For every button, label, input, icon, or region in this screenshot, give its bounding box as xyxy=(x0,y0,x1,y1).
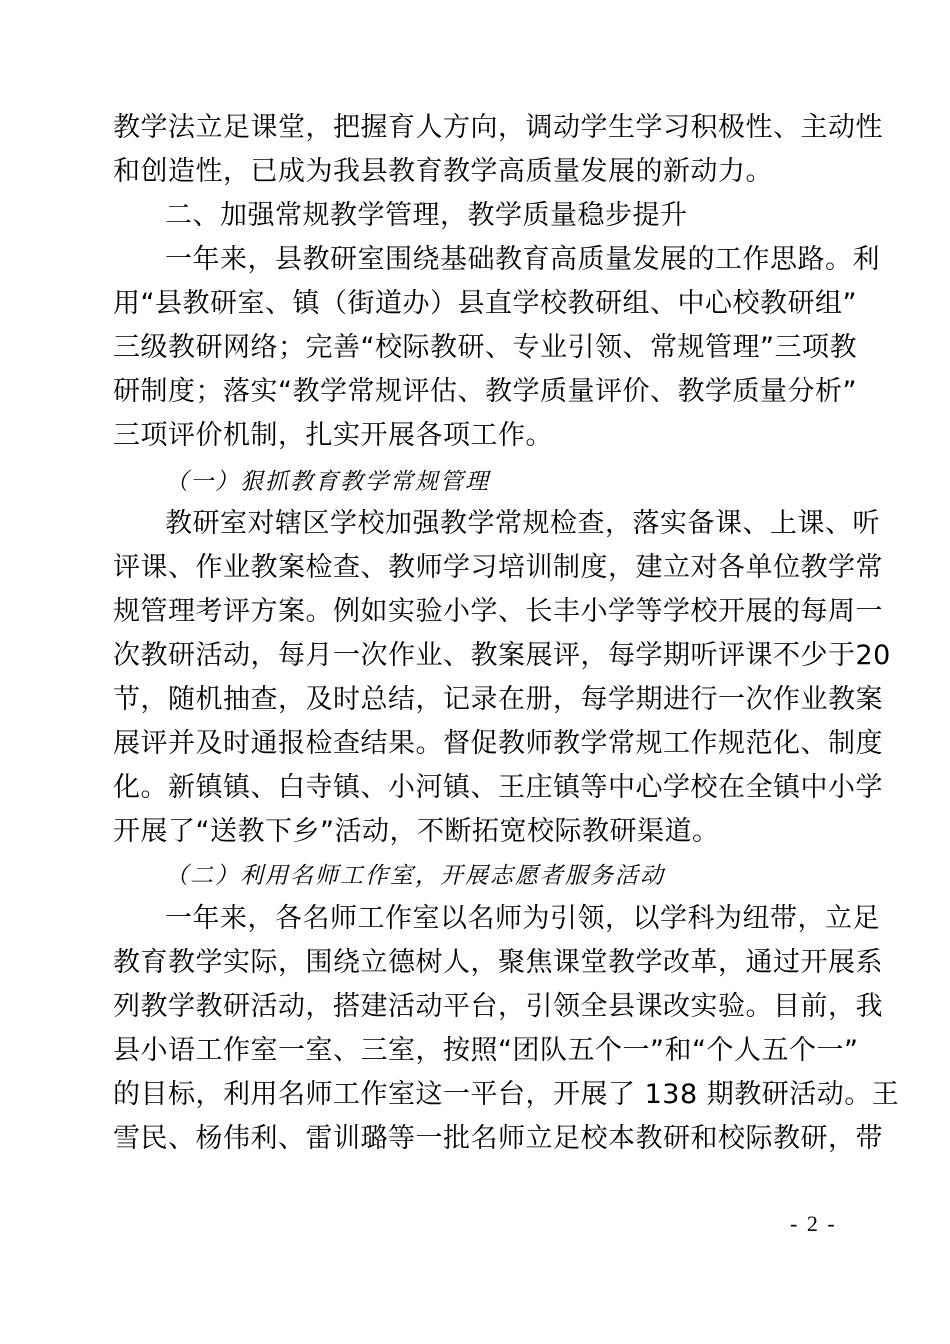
paragraph-line: 教研室对辖区学校加强教学常规检查，落实备课、上课、听 xyxy=(165,508,880,539)
subsection-heading: （一）狠抓教育教学常规管理 xyxy=(165,469,490,495)
paragraph-line: 的目标，利用名师工作室这一平台，开展了 138 期教研活动。王 xyxy=(113,1079,900,1110)
paragraph-line: 教育教学实际，围绕立德树人，聚焦课堂教学改革，通过开展系 xyxy=(113,947,883,978)
paragraph-line: 展评并及时通报检查结果。督促教师教学常规工作规范化、制度 xyxy=(113,728,883,759)
paragraph-line: 三级教研网络；完善“校际教研、专业引领、常规管理”三项教 xyxy=(113,332,857,363)
paragraph-line: 一年来，各名师工作室以名师为引领，以学科为纽带，立足 xyxy=(165,903,880,934)
paragraph-line: 次教研活动，每月一次作业、教案展评，每学期听评课不少于20 xyxy=(113,640,891,671)
subsection-heading: （二）利用名师工作室，开展志愿者服务活动 xyxy=(165,863,665,889)
paragraph-line: 县小语工作室一室、三室，按照“团队五个一”和“个人五个一” xyxy=(113,1035,859,1066)
section-heading: 二、加强常规教学管理，教学质量稳步提升 xyxy=(165,200,688,231)
paragraph-line: 评课、作业教案检查、教师学习培训制度，建立对各单位教学常 xyxy=(113,552,883,583)
page-number: - 2 - xyxy=(790,1211,837,1236)
paragraph-line: 一年来，县教研室围绕基础教育高质量发展的工作思路。利 xyxy=(165,244,880,275)
paragraph-line: 列教学教研活动，搭建活动平台，引领全县课改实验。目前，我 xyxy=(113,991,883,1022)
paragraph-line: 研制度；落实“教学常规评估、教学质量评价、教学质量分析” xyxy=(113,376,857,407)
paragraph-line: 用“县教研室、镇（街道办）县直学校教研组、中心校教研组” xyxy=(113,288,857,319)
paragraph-line: 化。新镇镇、白寺镇、小河镇、王庄镇等中心学校在全镇中小学 xyxy=(113,772,883,803)
paragraph-line: 节，随机抽查，及时总结，记录在册，每学期进行一次作业教案 xyxy=(113,684,883,715)
paragraph-line: 开展了“送教下乡”活动，不断拓宽校际教研渠道。 xyxy=(113,816,720,847)
paragraph-line: 教学法立足课堂，把握育人方向，调动学生学习积极性、主动性 xyxy=(113,112,883,143)
paragraph-line: 雪民、杨伟利、雷训璐等一批名师立足校本教研和校际教研，带 xyxy=(113,1123,883,1154)
paragraph-line: 三项评价机制，扎实开展各项工作。 xyxy=(113,420,553,451)
paragraph-line: 规管理考评方案。例如实验小学、长丰小学等学校开展的每周一 xyxy=(113,596,883,627)
paragraph-line: 和创造性，已成为我县教育教学高质量发展的新动力。 xyxy=(113,156,773,187)
